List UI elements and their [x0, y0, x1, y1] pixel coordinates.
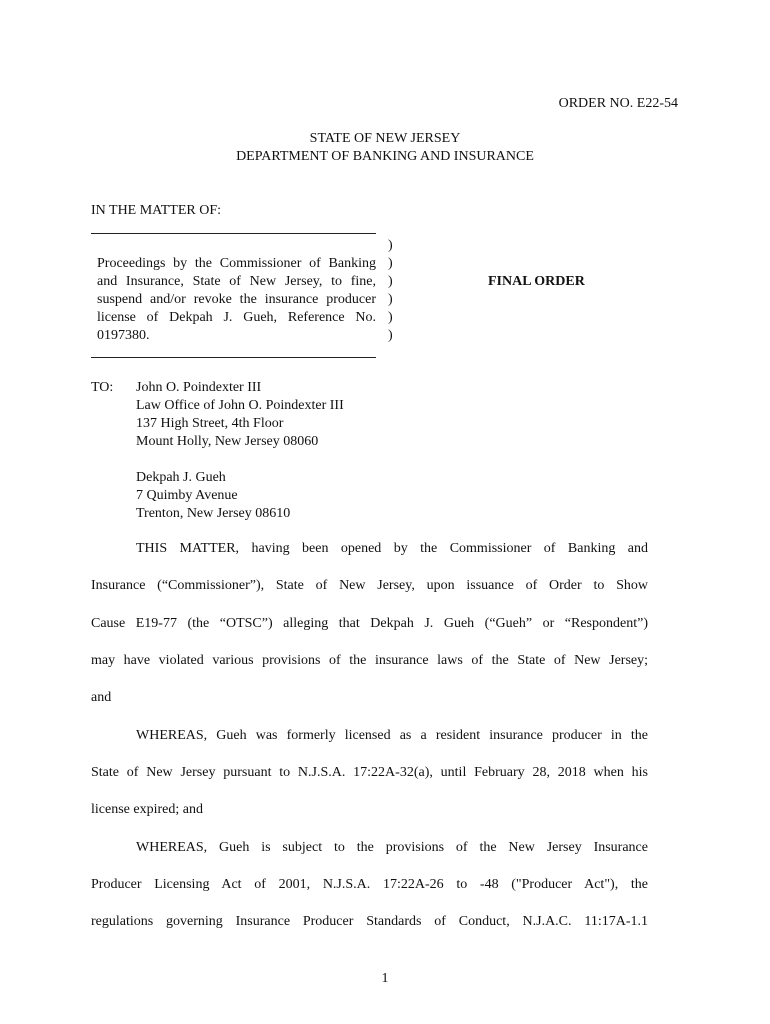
- paren: ): [388, 310, 393, 325]
- case-caption: [97, 255, 376, 345]
- caption-line: 0197380.: [97, 328, 150, 343]
- paren: ): [388, 328, 393, 343]
- address-line: Law Office of John O. Poindexter III: [136, 398, 344, 413]
- body-line: WHEREAS, Gueh is subject to the provisions of the New Jersey Insurance: [136, 840, 648, 855]
- caption-line: suspend and/or revoke the insurance producer: [97, 292, 376, 307]
- body-line: Cause E19-77 (the “OTSC”) alleging that Dekpah J. Gueh (“Gueh” or “Respondent”): [91, 616, 648, 631]
- body-line: and: [91, 690, 112, 705]
- body-line: license expired; and: [91, 802, 203, 817]
- order-number: ORDER NO. E22-54: [558, 96, 678, 111]
- paren: ): [388, 238, 393, 253]
- address-line: Trenton, New Jersey 08610: [136, 506, 291, 521]
- body-line: State of New Jersey pursuant to N.J.S.A. 17:22A-32(a), until February 28, 2018 when his: [91, 765, 648, 780]
- state-heading: STATE OF NEW JERSEY: [309, 131, 461, 146]
- caption-bottom-rule: [91, 357, 376, 358]
- body-line: WHEREAS, Gueh was formerly licensed as a resident insurance producer in the: [136, 728, 648, 743]
- department-heading: DEPARTMENT OF BANKING AND INSURANCE: [236, 149, 534, 164]
- address-line: John O. Poindexter III: [136, 380, 262, 395]
- caption-parentheses: [388, 237, 393, 345]
- document-title: FINAL ORDER: [488, 274, 585, 289]
- body-line: Insurance (“Commissioner”), State of New Jersey, upon issuance of Order to Show: [91, 578, 648, 593]
- matter-label: IN THE MATTER OF:: [91, 203, 222, 218]
- address-line: Dekpah J. Gueh: [136, 470, 226, 485]
- body-line: regulations governing Insurance Producer Standards of Conduct, N.J.A.C. 11:17A-1.1: [91, 914, 648, 929]
- recipient-address-1: [136, 379, 344, 451]
- paren: ): [388, 292, 393, 307]
- paren: ): [388, 274, 393, 289]
- body-line: Producer Licensing Act of 2001, N.J.S.A. 17:22A-26 to -48 ("Producer Act"), the: [91, 877, 648, 892]
- address-line: 7 Quimby Avenue: [136, 488, 238, 503]
- page-number: 1: [381, 971, 389, 986]
- recipient-address-2: [136, 469, 290, 523]
- caption-top-rule: [91, 233, 376, 234]
- caption-line: Proceedings by the Commissioner of Banking: [97, 256, 376, 271]
- caption-line: license of Dekpah J. Gueh, Reference No.: [97, 310, 376, 325]
- address-line: 137 High Street, 4th Floor: [136, 416, 284, 431]
- body-line: may have violated various provisions of the insurance laws of the State of New Jersey;: [91, 653, 648, 668]
- address-line: Mount Holly, New Jersey 08060: [136, 434, 319, 449]
- caption-line: and Insurance, State of New Jersey, to fine,: [97, 274, 376, 289]
- body-line: THIS MATTER, having been opened by the Commissioner of Banking and: [136, 541, 648, 556]
- paren: ): [388, 256, 393, 271]
- to-label: TO:: [91, 380, 114, 395]
